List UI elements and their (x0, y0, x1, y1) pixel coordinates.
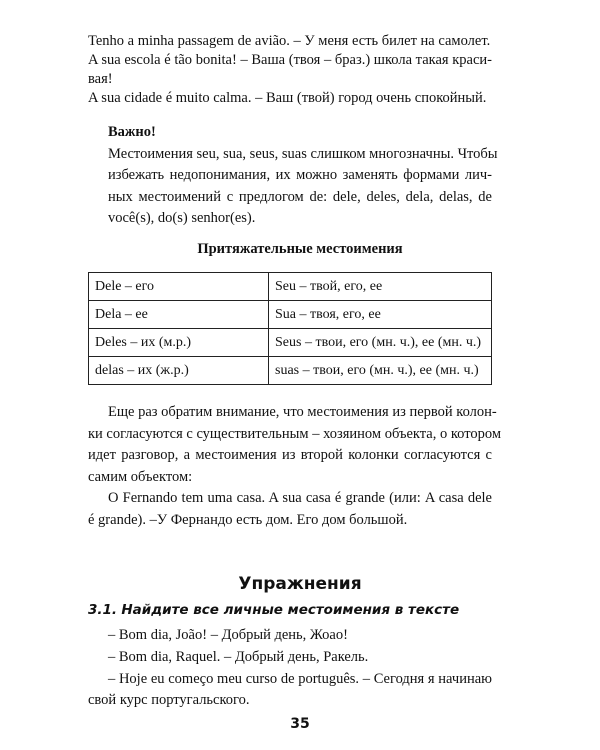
page-number: 35 (290, 716, 310, 732)
table-cell: Seus – твои, его (мн. ч.), ее (мн. ч.) (269, 329, 492, 357)
dialog-line: свой курс португальского. (88, 692, 250, 708)
text-line: избежать недопонимания, их можно заменять формами лич- (108, 167, 492, 183)
text-line: A sua cidade é muito calma. – Ваш (твой) город очень спокойный. (88, 90, 487, 106)
table-cell: Deles – их (м.р.) (89, 329, 269, 357)
text-line: Tenho a minha passagem de avião. – У меня есть билет на самолет. (88, 33, 491, 49)
dialog-line: – Bom dia, Raquel. – Добрый день, Ракель. (108, 649, 369, 665)
text-line: ки согласуются с существительным – хозяином объекта, о котором (88, 426, 502, 442)
dialog-line: – Hoje eu começo meu curso de português. – Сегодня я начинаю (108, 671, 492, 687)
table-row (89, 301, 492, 329)
table-cell: Sua – твоя, его, ее (269, 301, 492, 329)
task-heading (88, 601, 459, 619)
text-line: é grande). –У Фернандо есть дом. Его дом большой. (88, 512, 408, 528)
task-number: 3.1. (88, 602, 118, 618)
task-text: Найдите все личные местоимения в тексте (121, 602, 460, 618)
text-line: ных местоимений с предлогом de: dele, deles, dela, delas, de (108, 189, 492, 205)
note-title: Важно! (108, 124, 156, 140)
section-title: Упражнения (238, 574, 362, 594)
text-line: идет разговор, а местоимения из второй колонки согласуются с (88, 447, 492, 463)
text-line: вая! (88, 71, 113, 87)
dialog-line: – Bom dia, João! – Добрый день, Жоао! (108, 627, 348, 643)
text-line: O Fernando tem uma casa. A sua casa é grande (или: A casa dele (108, 490, 492, 506)
table-row (89, 329, 492, 357)
table-row (89, 273, 492, 301)
text-line: Местоимения seu, sua, seus, suas слишком многозначны. Чтобы (108, 146, 498, 162)
table-cell: Dele – его (89, 273, 269, 301)
text-line: você(s), do(s) senhor(es). (108, 210, 256, 226)
text-line: A sua escola é tão bonita! – Ваша (твоя – браз.) школа такая краси- (88, 52, 492, 68)
table-cell: suas – твои, его (мн. ч.), ее (мн. ч.) (269, 357, 492, 385)
table-title: Притяжательные местоимения (197, 241, 403, 257)
possessive-pronouns-table (88, 272, 492, 385)
text-line: Еще раз обратим внимание, что местоимения из первой колон- (108, 404, 497, 420)
table-row (89, 357, 492, 385)
table-cell: delas – их (ж.р.) (89, 357, 269, 385)
table-cell: Seu – твой, его, ее (269, 273, 492, 301)
table-cell: Dela – ее (89, 301, 269, 329)
text-line: самим объектом: (88, 469, 193, 485)
